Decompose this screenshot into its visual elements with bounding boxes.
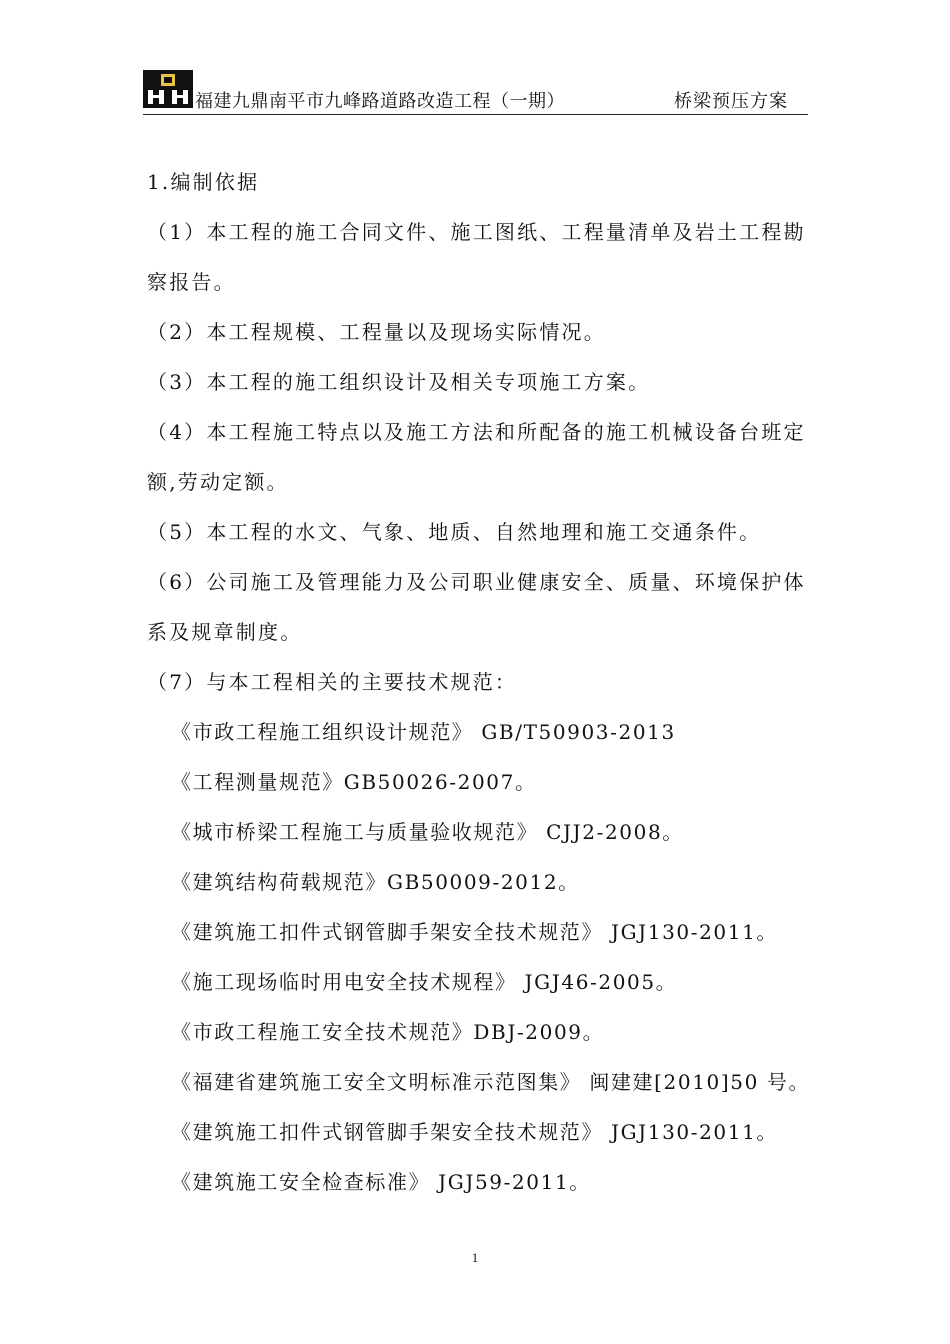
document-title: 桥梁预压方案 <box>674 91 788 112</box>
project-title: 福建九鼎南平市九峰路道路改造工程（一期） <box>195 91 565 112</box>
page-header <box>143 70 808 115</box>
standard-item: 《城市桥梁工程施工与质量验收规范》 CJJ2-2008。 <box>171 820 684 844</box>
standard-item: 《建筑施工安全检查标准》 JGJ59-2011。 <box>171 1170 591 1194</box>
section-heading: 1.编制依据 <box>147 170 260 194</box>
standard-item: 《工程测量规范》GB50026-2007。 <box>171 770 537 794</box>
standard-item: 《市政工程施工安全技术规范》DBJ-2009。 <box>171 1020 605 1044</box>
standard-item: 《施工现场临时用电安全技术规程》 JGJ46-2005。 <box>171 970 678 994</box>
paragraph-line: （2）本工程规模、工程量以及现场实际情况。 <box>147 320 606 344</box>
paragraph-line: （4）本工程施工特点以及施工方法和所配备的施工机械设备台班定 <box>147 420 806 444</box>
standard-item: 《建筑施工扣件式钢管脚手架安全技术规范》 JGJ130-2011。 <box>171 1120 778 1144</box>
company-logo-icon <box>143 70 193 108</box>
paragraph-line: （5）本工程的水文、气象、地质、自然地理和施工交通条件。 <box>147 520 762 544</box>
paragraph-line: （3）本工程的施工组织设计及相关专项施工方案。 <box>147 370 651 394</box>
paragraph-line: （1）本工程的施工合同文件、施工图纸、工程量清单及岩土工程勘 <box>147 220 806 244</box>
paragraph-line: 察报告。 <box>147 270 236 294</box>
standard-item: 《建筑结构荷载规范》GB50009-2012。 <box>171 870 580 894</box>
paragraph-line: 系及规章制度。 <box>147 620 303 644</box>
paragraph-line: （7）与本工程相关的主要技术规范： <box>147 670 518 694</box>
standard-item: 《福建省建筑施工安全文明标准示范图集》 闽建建[2010]50 号。 <box>171 1070 811 1094</box>
standard-item: 《市政工程施工组织设计规范》 GB/T50903-2013 <box>171 720 676 744</box>
standard-item: 《建筑施工扣件式钢管脚手架安全技术规范》 JGJ130-2011。 <box>171 920 778 944</box>
page-number: 1 <box>471 1250 479 1265</box>
document-body <box>147 157 812 1207</box>
paragraph-line: （6）公司施工及管理能力及公司职业健康安全、质量、环境保护体 <box>147 570 806 594</box>
paragraph-line: 额,劳动定额。 <box>147 470 289 494</box>
